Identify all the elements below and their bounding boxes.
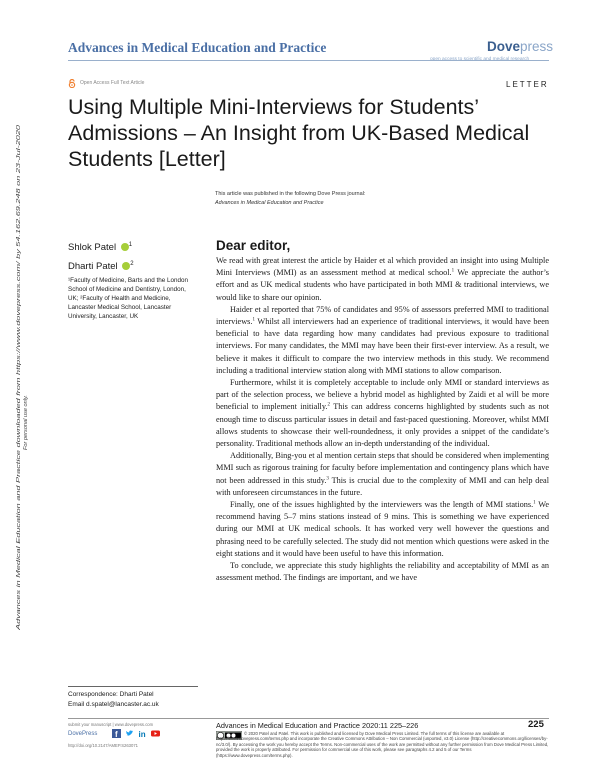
body-text-run: This is crucial due to the complexity of MMI and can help deal with unforeseen circumstances in the future. xyxy=(216,475,549,497)
svg-text:in: in xyxy=(138,730,146,738)
correspondence xyxy=(68,690,159,709)
correspondence-name: Correspondence: Dharti Patel xyxy=(68,691,154,698)
author-affiliation-mark: 1 xyxy=(128,242,133,248)
body-paragraph xyxy=(216,304,549,377)
author-affiliation-mark: 2 xyxy=(130,261,134,268)
publication-note xyxy=(215,190,365,208)
correspondence-email[interactable]: Email d.spatel@lancaster.ac.uk xyxy=(68,700,159,708)
header-divider xyxy=(68,60,549,61)
citation-reference[interactable]: 3 xyxy=(326,475,329,481)
body-paragraph xyxy=(216,560,549,584)
body-paragraph xyxy=(216,450,549,499)
svg-text:f: f xyxy=(115,730,118,738)
citation-reference[interactable]: 1 xyxy=(451,268,455,274)
body-text-run: Finally, one of the issues highlighted by the interviewers was the length of MMI stations. xyxy=(230,500,534,510)
article-title: Using Multiple Mini-Interviews for Students’ Admissions – An Insight from UK-Based Medical Students [Letter] xyxy=(68,95,530,171)
youtube-icon[interactable] xyxy=(151,729,160,738)
letter-body xyxy=(216,255,549,584)
doi-link[interactable]: http://doi.org/10.2147/AMEP.S263071 xyxy=(68,743,138,748)
publisher-logo-light: press xyxy=(520,39,554,54)
open-access-label: Open Access Full Text Article xyxy=(80,80,145,86)
footer-divider xyxy=(68,718,549,719)
dovepress-footer-logo[interactable]: DovePress xyxy=(68,731,98,737)
body-text-run: Additionally, Bing-you et al mention certain steps that should be considered when implementing MMI such as rigorous training for faculty before implementation and contingency plans which have not been addressed in this study. xyxy=(216,451,549,485)
article-type: LETTER xyxy=(506,80,549,89)
twitter-icon[interactable] xyxy=(125,729,134,738)
open-access-icon xyxy=(68,79,76,88)
publication-note-line2 xyxy=(215,199,365,208)
body-text-run: We recommend having 5–7 mins stations instead of 9 mins. This is something we have experienced during our MMI at UK medical schools. It has worked very well however the questions and phrasing need to be carefully selected. The study did not mention which questions were asked in the eight stations and it would have been useful to have this information. xyxy=(216,500,549,558)
body-paragraph xyxy=(216,255,549,304)
publisher-logo-bold: Dove xyxy=(487,39,521,54)
salutation: Dear editor, xyxy=(216,238,291,253)
body-text-run: We read with great interest the article by Haider et al which provided an insight into using Multiple Mini Interviews (MMI) as an assessment method at medical school. xyxy=(216,256,549,278)
body-text-run: To conclude, we appreciate this study highlights the reliability and acceptability of MMI as an assessment method. The findings are important, and we have xyxy=(216,561,549,583)
correspondence-divider xyxy=(68,686,198,687)
orcid-icon[interactable] xyxy=(121,243,129,251)
author-name: Dharti Patel xyxy=(68,261,118,273)
body-text-run: Haider et al reported that 75% of candidates and 95% of assessors preferred MMI to traditional interviews. xyxy=(216,304,549,327)
download-notice xyxy=(15,125,29,630)
body-text-run: Whilst all interviewers had an experience of traditional interviews, it would have been beneficial to have data regarding how many candidates had previous exposure to traditional interviews. For many candidates, the MMI may have been their first-ever interview. As a result, we believe it makes it difficult to compare the two interview methods in this study. We recommend including a traditional interview station along with MMI stations to allow comparison. xyxy=(216,317,549,375)
citation-reference[interactable]: 2 xyxy=(327,402,330,408)
publication-note-journal: Advances in Medical Education and Practice xyxy=(215,200,324,206)
author xyxy=(68,256,134,275)
citation-reference[interactable]: 1 xyxy=(533,500,536,506)
body-paragraph xyxy=(216,499,549,560)
publisher-logo[interactable] xyxy=(487,39,553,54)
download-notice-line2: For personal use only. xyxy=(23,395,29,450)
license-text: © 2020 Patel and Patel. This work is published and licensed by Dove Medical Press Limited. The full terms of this license are available at https://www.dovepress.com/terms.php and incorporate the Creative Commons Attribution – Non Commercial (unported, v3.0) License (http://creativecommons.org/licenses/by-nc/3.0/). By accessing the work you hereby accept the Terms. Non-commercial uses of the work are permitted without any further permission from Dove Medical Press Limited, provided the work is properly attributed. For permission for commercial use of this work, please see paragraphs 4.2 and 5 of our Terms (https://www.dovepress.com/terms.php). xyxy=(216,731,549,758)
submit-manuscript-link[interactable]: submit your manuscript | www.dovepress.com xyxy=(68,722,154,727)
author-name: Shlok Patel xyxy=(68,242,117,254)
citation-reference[interactable]: 1 xyxy=(252,317,255,323)
facebook-icon[interactable] xyxy=(112,729,121,738)
body-text-run: We appreciate the author’s effort and as UK medical students who have participated in both MMI & traditional interviews, we would like to share our opinion. xyxy=(216,268,549,302)
body-text-run: This can address concerns highlighted by students such as not enough time to discuss particular issues in detail and fast-paced questioning. Moreover, whilst MMI allows students to showcase their well-roundedness, it only provides a snippet of the candidate’s personality. Traditional methods allow an in-depth understanding of the individual. xyxy=(216,402,549,449)
download-notice-line1: Advances in Medical Education and Practice downloaded from https://www.dovepress.com/ by 54.162.69.248 on 23-Jul-2020 xyxy=(16,320,22,630)
page-number: 225 xyxy=(528,719,544,730)
body-paragraph xyxy=(216,377,549,450)
author xyxy=(68,237,134,256)
journal-name: Advances in Medical Education and Practice xyxy=(68,40,327,55)
linkedin-icon[interactable] xyxy=(138,729,147,738)
author-list xyxy=(68,237,134,275)
affiliations: ¹Faculty of Medicine, Barts and the London School of Medicine and Dentistry, London, UK; ²Faculty of Health and Medicine, Lancaster Medical School, Lancaster University, Lancaster, UK xyxy=(68,277,189,321)
journal-citation: Advances in Medical Education and Practice 2020:11 225–226 xyxy=(216,721,419,730)
body-text-run: Furthermore, whilst it is completely acceptable to include only MMI or standard interviews as part of the selection process, we believe a hybrid model as highlighted by Zaidi et al will be more beneficial to implement initially. xyxy=(216,378,549,412)
publication-note-line1: This article was published in the following Dove Press journal: xyxy=(215,191,366,197)
